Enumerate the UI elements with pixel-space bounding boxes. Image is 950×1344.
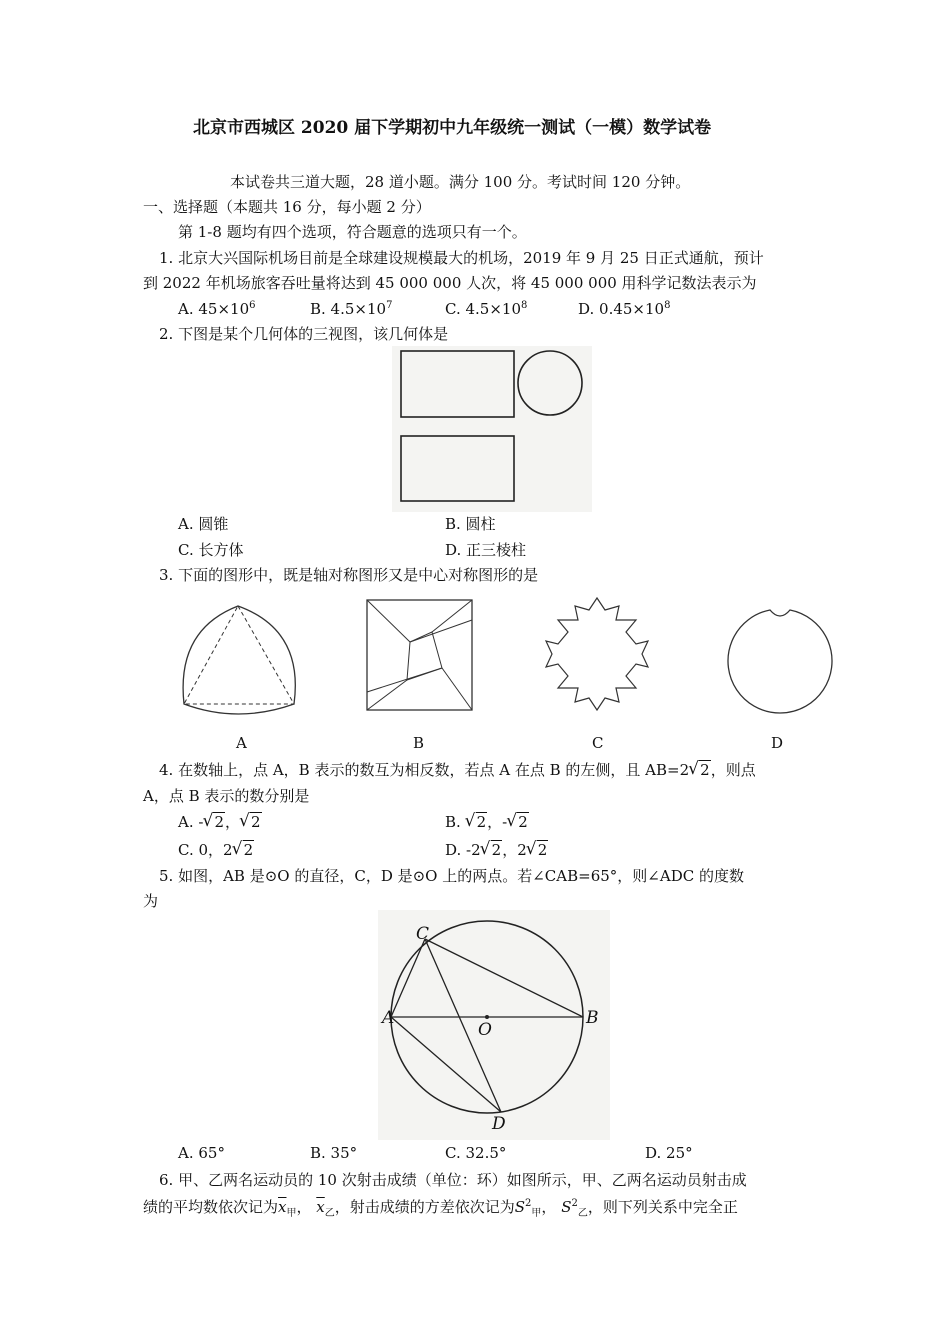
q4-option-b: B. √ 2，- √ 2 bbox=[445, 812, 529, 832]
page-title: 北京市西城区 2020 届下学期初中九年级统一测试（一模）数学试卷 bbox=[193, 118, 712, 138]
q2-three-views-figure bbox=[392, 346, 592, 512]
q5-option-b: B. 35° bbox=[310, 1144, 358, 1162]
q4-stem-line1: 4. 在数轴上，点 A，B 表示的数互为相反数，若点 A 在点 B 的左侧，且 AB=2 √ 2，则点 bbox=[159, 760, 756, 780]
q2-option-a: A. 圆锥 bbox=[178, 515, 229, 533]
q3-figure-b-square-pinwheel bbox=[362, 596, 482, 716]
sqrt-symbol: √ 2 bbox=[689, 760, 711, 780]
q3-stem: 3. 下面的图形中，既是轴对称图形又是中心对称图形的是 bbox=[159, 566, 539, 584]
q1-option-c: C. $4.5\times 10^8$ bbox=[445, 300, 528, 318]
q6-stem-line1: 6. 甲、乙两名运动员的 10 次射击成绩（单位：环）如图所示，甲、乙两名运动员射击成 bbox=[159, 1171, 747, 1189]
q3-label-a: A bbox=[236, 734, 247, 752]
exam-intro: 本试卷共三道大题，28 道小题。满分 100 分。考试时间 120 分钟。 bbox=[230, 173, 691, 191]
q1-stem-line1: 1. 北京大兴国际机场目前是全球建设规模最大的机场，2019 年 9 月 25 日正式通航，预计 bbox=[159, 249, 764, 267]
q5-label-c: C bbox=[416, 924, 430, 944]
q5-stem-line2: 为 bbox=[143, 892, 159, 910]
q2-option-b: B. 圆柱 bbox=[445, 515, 496, 533]
top-view-rectangle bbox=[401, 436, 514, 501]
q3-label-c: C bbox=[592, 734, 604, 752]
q3-figure-c-snowflake bbox=[540, 592, 660, 717]
q2-stem: 2. 下图是某个几何体的三视图，该几何体是 bbox=[159, 325, 449, 343]
q3-label-d: D bbox=[771, 734, 784, 752]
chord-ca bbox=[391, 939, 425, 1017]
section-note: 第 1-8 题均有四个选项，符合题意的选项只有一个。 bbox=[178, 223, 527, 241]
center-point bbox=[485, 1015, 489, 1019]
q1-option-a: A. $45\times 10^6$ bbox=[178, 300, 256, 318]
q5-circle-figure bbox=[378, 910, 610, 1140]
q2-option-c: C. 长方体 bbox=[178, 541, 244, 559]
q5-label-o: O bbox=[478, 1020, 492, 1040]
q5-label-b: B bbox=[586, 1008, 599, 1028]
q1-option-d: D. $0.45\times 10^8$ bbox=[578, 300, 671, 318]
front-view-rectangle bbox=[401, 351, 514, 417]
q1-option-b: B. $4.5\times 10^7$ bbox=[310, 300, 393, 318]
q5-stem-line1: 5. 如图，AB 是⊙O 的直径，C，D 是⊙O 上的两点。若∠CAB=65°，则∠ADC 的度数 bbox=[159, 867, 744, 885]
q4-option-c: C. 0，2 √ 2 bbox=[178, 840, 254, 860]
section-heading: 一、选择题（本题共 16 分，每小题 2 分） bbox=[143, 198, 431, 216]
q6-stem-line2: 绩的平均数依次记为$\overline{x}_甲$， $\overline{x}_乙$，射击成绩的方差依次记为$S^2_甲$， $S^2_乙$，则下列关系中完全正 bbox=[143, 1198, 738, 1219]
q3-label-b: B bbox=[413, 734, 425, 752]
q5-label-d: D bbox=[492, 1114, 506, 1134]
q3-figure-d-heart-circle bbox=[718, 592, 843, 717]
q3-figure-a-reuleaux bbox=[176, 600, 316, 725]
q5-option-a: A. 65° bbox=[178, 1144, 225, 1162]
side-view-circle bbox=[518, 351, 582, 415]
q4-option-a: A. - √ 2， √ 2 bbox=[178, 812, 262, 832]
q5-option-d: D. 25° bbox=[645, 1144, 693, 1162]
q4-stem-line2: A，点 B 表示的数分别是 bbox=[143, 787, 310, 805]
q5-option-c: C. 32.5° bbox=[445, 1144, 507, 1162]
q4-option-d: D. -2 √ 2，2 √ 2 bbox=[445, 840, 548, 860]
q5-label-a: A bbox=[382, 1008, 395, 1028]
q2-option-d: D. 正三棱柱 bbox=[445, 541, 527, 559]
q1-stem-line2: 到 2022 年机场旅客吞吐量将达到 45 000 000 人次，将 45 000 000 用科学记数法表示为 bbox=[143, 274, 757, 292]
chord-cb bbox=[425, 939, 583, 1017]
